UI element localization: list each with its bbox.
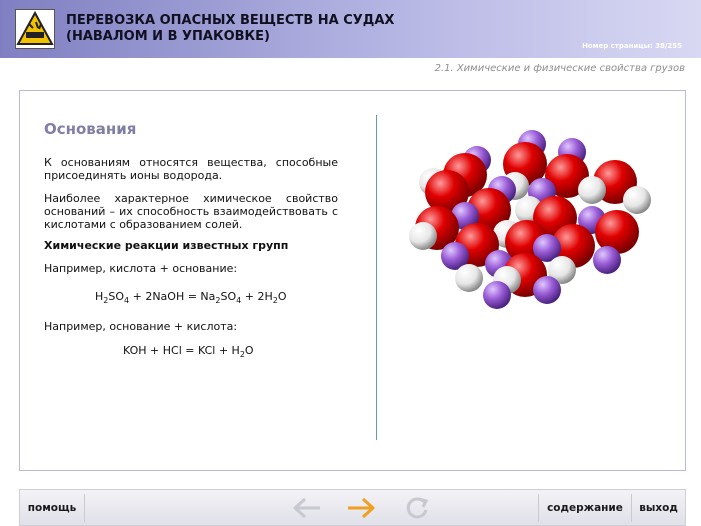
column-divider bbox=[376, 115, 377, 440]
page-heading: Основания bbox=[44, 120, 137, 138]
example-acid-base: Например, кислота + основание: bbox=[44, 262, 238, 275]
crystal-lattice-image bbox=[407, 130, 657, 310]
section-title: 2.1. Химические и физические свойства грузов bbox=[434, 63, 685, 74]
arrow-left-icon[interactable] bbox=[290, 495, 322, 521]
formula-acid-base: $H_2SO_4$ + 2NaOH = $Na_2SO_4 + 2H_2O$ bbox=[95, 290, 287, 306]
hazard-corrosive-icon bbox=[15, 9, 55, 49]
paragraph-definition: К основаниям относятся вещества, способные присоединять ионы водорода. bbox=[44, 156, 338, 182]
page-number: Номер страницы: 38/255 bbox=[582, 42, 682, 50]
bottom-toolbar bbox=[19, 489, 686, 526]
subheading-reactions: Химические реакции известных групп bbox=[44, 239, 289, 252]
contents-button[interactable]: содержание bbox=[547, 501, 623, 514]
paragraph-property: Наиболее характерное химическое свойство оснований – их способность взаимодействовать с кислотами с образованием солей. bbox=[44, 192, 338, 231]
course-title: ПЕРЕВОЗКА ОПАСНЫХ ВЕЩЕСТВ НА СУДАХ (НАВАЛОМ И В УПАКОВКЕ) bbox=[66, 13, 395, 44]
example-base-acid: Например, основание + кислота: bbox=[44, 320, 238, 333]
exit-button[interactable]: выход bbox=[639, 501, 678, 514]
formula-base-acid: KOH + HCl = KCl + $H_2O$ bbox=[123, 344, 254, 360]
toolbar-separator bbox=[84, 494, 85, 522]
refresh-icon[interactable] bbox=[402, 495, 434, 521]
header-bar bbox=[0, 0, 701, 58]
help-button[interactable]: помощь bbox=[27, 501, 77, 514]
arrow-right-icon[interactable] bbox=[346, 495, 378, 521]
